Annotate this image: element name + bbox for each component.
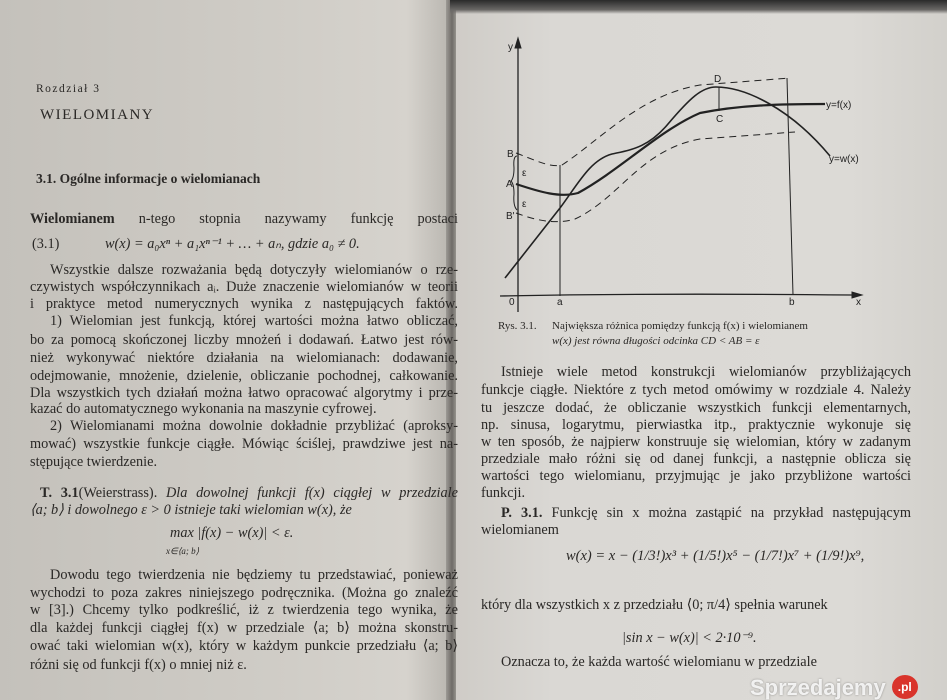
text-line: czywistych współczynnikach aᵢ. Duże znaczenie wielomianów w teorii — [30, 279, 458, 295]
epsilon-upper-label: ε — [522, 168, 527, 179]
figure-caption-line-2: w(x) jest równa długości odcinka CD < AB = ε — [552, 335, 760, 347]
text-line: 2) Wielomianami można dowolnie dokładnie przybliżać (aproksy- — [50, 418, 458, 434]
text-line: wychodzi to poza zakres niniejszego podręcznika. (Można go znaleźć — [30, 585, 458, 601]
point-a-label: A — [506, 179, 513, 190]
epsilon-lower-label: ε — [522, 199, 527, 210]
text-line: Dowodu tego twierdzenia nie będziemy tu przedstawiać, ponieważ — [50, 567, 458, 583]
text-line: ować taki wielomian w(x), który w każdym punkcie przedziału ⟨a; b⟩ — [30, 638, 458, 654]
text-line: tu jeszcze dodać, że obliczanie wszystkich funkcji elementarnych, — [481, 400, 911, 416]
error-inequality: |sin x − w(x)| < 2·10⁻⁹. — [622, 630, 757, 646]
point-b-prime-label: B' — [506, 211, 515, 222]
text-line: i praktyce metod numerycznych wynika z następujących faktów. — [30, 296, 458, 312]
theorem-text: Dla dowolnej funkcji f(x) ciągłej w przedziale — [165, 485, 458, 501]
example-label: P. 3.1. — [501, 505, 543, 521]
chapter-title: WIELOMIANY — [40, 107, 155, 123]
chapter-label: Rozdział 3 — [36, 83, 101, 95]
text-line: nież wykonywać niektóre działania na wielomianach: dodawanie, — [30, 350, 458, 366]
definition-text: n-tego stopnia nazywamy funkcję postaci — [138, 211, 458, 227]
w-curve — [505, 87, 830, 278]
definition-term: Wielomianem — [30, 211, 115, 227]
theorem-name: (Weierstrass). — [78, 485, 158, 501]
theorem-formula: max |f(x) − w(x)| < ε. — [170, 525, 294, 541]
text-line: kazać do automatycznego wykonania na maszynie cyfrowej. — [30, 401, 377, 417]
point-d-label: D — [714, 74, 722, 85]
text-line: Oznacza to, że każda wartość wielomianu w przedziale — [501, 654, 817, 670]
f-curve-label: y=f(x) — [826, 100, 852, 111]
text-line: Wszystkie dalsze rozważania będą dotyczyły wielomianów o rze- — [50, 262, 458, 278]
theorem-line-2: ⟨a; b⟩ i dowolnego ε > 0 istnieje taki wielomian w(x), że — [30, 502, 352, 518]
text-line: wielomianem — [481, 522, 559, 538]
text-line: dla każdej funkcji ciągłej f(x) w przedziale ⟨a; b⟩ można skonstru- — [30, 620, 458, 636]
text-line: wartości tego wielomianu, przyjmując je jako przybliżone wartości — [481, 468, 911, 484]
example-text: Funkcję sin x można zastąpić na przykład następującym — [551, 505, 911, 521]
y-axis-arrow-icon — [515, 38, 521, 48]
text-line: przedziale mało różni się od danej funkcji, a następnie oblicza się — [481, 451, 911, 467]
b-vertical-line — [787, 78, 793, 295]
text-line: w [3].) Chcemy tylko podkreślić, iż z twierdzenia tego wynika, że — [30, 602, 458, 618]
text-line: Dla wszystkich tych działań można łatwo opracować algorytmy i prze- — [30, 385, 458, 401]
text-line: funkcji. — [481, 485, 526, 501]
point-b-label: B — [507, 149, 514, 160]
text-line: Istnieje wiele metod konstrukcji wielomianów przybliżających — [501, 364, 911, 380]
text-line: 1) Wielomian jest funkcją, której wartości można łatwo obliczać, — [50, 313, 458, 329]
text-line: funkcje ciągłe. Niektóre z tych metod omówimy w rozdziale 4. Należy — [481, 382, 911, 398]
origin-label: 0 — [509, 297, 515, 308]
section-heading: 3.1. Ogólne informacje o wielomianach — [36, 171, 261, 186]
text-line: mować) wszystkie funkcje ciągłe. Mówiąc ściślej, prawdziwe jest na- — [30, 436, 458, 452]
equation-3-1: w(x) = a₀xⁿ + a₁xⁿ⁻¹ + … + aₙ, gdzie a₀ ≠ 0. — [105, 236, 360, 252]
y-axis-label: y — [508, 42, 513, 53]
w-curve-label: y=w(x) — [829, 154, 859, 165]
example-line — [481, 505, 911, 522]
point-c-label: C — [716, 114, 724, 125]
text-line: bo za pomocą skończonej liczby mnożeń i dodawań. Łatwo jest rów- — [30, 332, 458, 348]
text-line: w ten sposób, że najpierw konstruuje się wielomian, który w zadanym — [481, 434, 911, 450]
watermark-logo: Sprzedajemy — [750, 675, 886, 700]
lower-epsilon-band — [516, 132, 795, 222]
x-axis-label: x — [856, 297, 861, 308]
theorem-formula-subscript: x∈⟨a; b⟩ — [166, 546, 200, 556]
figure-caption-line-1: Największa różnica pomiędzy funkcją f(x) i wielomianem — [552, 320, 808, 332]
f-curve — [516, 104, 825, 195]
taylor-polynomial-formula: w(x) = x − (1/3!)x³ + (1/5!)x⁵ − (1/7!)x⁷ + (1/9!)x⁹, — [566, 548, 865, 564]
watermark-badge: .pl — [892, 675, 918, 699]
text-line: stępujące twierdzenie. — [30, 454, 158, 470]
text-line: np. sinusa, logarytmu, pierwiastka itp., praktycznie wykonuje się — [481, 417, 911, 433]
b-label: b — [789, 297, 795, 308]
figure-caption-label: Rys. 3.1. — [498, 320, 537, 332]
upper-epsilon-band — [516, 78, 790, 166]
text-line: który dla wszystkich x z przedziału ⟨0; π/4⟩ spełnia warunek — [481, 597, 828, 613]
x-axis — [500, 294, 852, 296]
text-line: różni się od funkcji f(x) o mniej niż ε. — [30, 657, 247, 673]
equation-number: (3.1) — [32, 236, 60, 252]
a-label: a — [557, 297, 563, 308]
theorem-label: T. 3.1 — [40, 485, 79, 501]
text-line: odejmowanie, mnożenie, dzielenie, obliczanie pochodnej, całkowanie. — [30, 368, 458, 384]
